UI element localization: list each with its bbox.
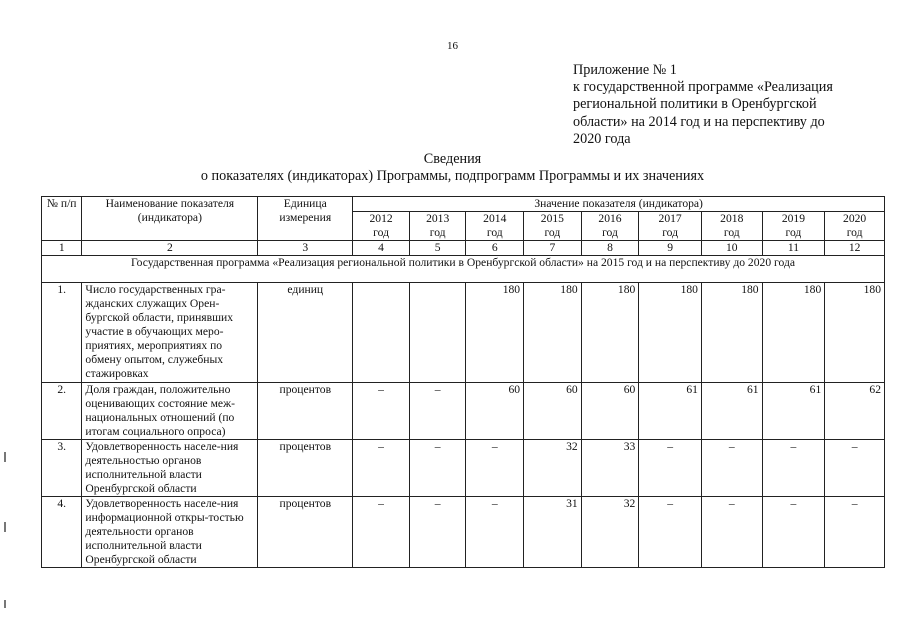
- indicator-value: –: [762, 497, 825, 568]
- year-header-cell: [524, 212, 582, 241]
- indicator-value: 180: [762, 283, 825, 383]
- document-subtitle: о показателях (индикаторах) Программы, подпрограмм Программы и их значениях: [200, 168, 705, 184]
- indicator-unit: единиц: [258, 283, 353, 383]
- year-label: 2020: [843, 212, 867, 225]
- row-number: 2.: [42, 383, 82, 440]
- indicator-value: –: [466, 497, 524, 568]
- indicator-value: 61: [639, 383, 702, 440]
- row-number: 1.: [42, 283, 82, 383]
- indicator-value: 180: [701, 283, 762, 383]
- year-unit: год: [429, 226, 446, 239]
- year-unit: год: [785, 226, 802, 239]
- indicator-value: 60: [466, 383, 524, 440]
- year-label: 2017: [658, 212, 682, 225]
- page-number: 16: [447, 40, 458, 52]
- program-row: [42, 256, 885, 283]
- column-number-cell: 2: [82, 241, 258, 256]
- indicator-value: –: [762, 440, 825, 497]
- header-name: Наименование показателя (индикатора): [82, 197, 258, 241]
- year-header-cell: [581, 212, 639, 241]
- year-header-cell: [353, 212, 410, 241]
- year-header-cell: [762, 212, 825, 241]
- indicator-unit: процентов: [258, 440, 353, 497]
- year-label: 2012: [369, 212, 393, 225]
- scan-margin-mark: [4, 600, 6, 608]
- indicator-value: 180: [524, 283, 582, 383]
- indicator-name: Доля граждан, положительно оценивающих состояние меж-национальных отношений (по итогам социального опроса): [82, 383, 258, 440]
- year-label: 2018: [720, 212, 744, 225]
- program-title: Государственная программа «Реализация региональной политики в Оренбургской области» на 2015 год и на перспективу до 2020 года: [42, 256, 885, 283]
- indicator-value: –: [701, 440, 762, 497]
- annex-line: региональной политики в Оренбургской: [573, 96, 817, 113]
- year-unit: год: [486, 226, 503, 239]
- scan-margin-mark: [4, 452, 6, 462]
- year-header-cell: [409, 212, 466, 241]
- year-unit: год: [723, 226, 740, 239]
- year-unit: год: [544, 226, 561, 239]
- column-number-cell: 5: [409, 241, 466, 256]
- indicator-value: 61: [701, 383, 762, 440]
- indicator-value: 180: [466, 283, 524, 383]
- indicator-value: –: [353, 497, 410, 568]
- table-row: [42, 383, 885, 440]
- indicator-value: 60: [524, 383, 582, 440]
- year-label: 2013: [426, 212, 450, 225]
- indicator-value: 61: [762, 383, 825, 440]
- indicator-value: –: [353, 440, 410, 497]
- column-number-cell: 1: [42, 241, 82, 256]
- year-header-cell: [825, 212, 885, 241]
- column-number-cell: 3: [258, 241, 353, 256]
- column-number-cell: 4: [353, 241, 410, 256]
- year-unit: год: [662, 226, 679, 239]
- year-label: 2015: [540, 212, 564, 225]
- indicator-value: [409, 283, 466, 383]
- indicator-value: 32: [581, 497, 639, 568]
- column-number-cell: 9: [639, 241, 702, 256]
- table-row: [42, 283, 885, 383]
- year-header-cell: [639, 212, 702, 241]
- column-number-cell: 6: [466, 241, 524, 256]
- indicator-value: 60: [581, 383, 639, 440]
- indicator-value: 62: [825, 383, 885, 440]
- column-number-cell: 12: [825, 241, 885, 256]
- indicator-value: –: [353, 383, 410, 440]
- column-number-cell: 7: [524, 241, 582, 256]
- year-label: 2016: [598, 212, 622, 225]
- year-unit: год: [846, 226, 863, 239]
- year-header-cell: [466, 212, 524, 241]
- year-label: 2019: [781, 212, 806, 225]
- indicator-value: –: [701, 497, 762, 568]
- indicator-name: Удовлетворенность населе-ния деятельностью органов исполнительной власти Оренбургской области: [82, 440, 258, 497]
- header-values: Значение показателя (индикатора): [353, 197, 885, 212]
- indicator-value: 33: [581, 440, 639, 497]
- annex-line: Приложение № 1: [573, 62, 677, 78]
- indicator-value: 180: [639, 283, 702, 383]
- row-number: 3.: [42, 440, 82, 497]
- indicator-unit: процентов: [258, 383, 353, 440]
- column-number-cell: 11: [762, 241, 825, 256]
- indicator-value: 31: [524, 497, 582, 568]
- indicator-value: –: [825, 497, 885, 568]
- table-row: [42, 497, 885, 568]
- indicator-value: 180: [825, 283, 885, 383]
- annex-block: [573, 62, 873, 148]
- table-row: [42, 440, 885, 497]
- indicator-value: 32: [524, 440, 582, 497]
- year-unit: год: [373, 226, 389, 239]
- column-number-cell: 8: [581, 241, 639, 256]
- indicator-value: –: [409, 440, 466, 497]
- year-unit: год: [602, 226, 618, 239]
- table-header-row: [42, 197, 885, 212]
- indicator-value: –: [409, 383, 466, 440]
- column-number-cell: 10: [701, 241, 762, 256]
- header-unit: Единица измерения: [258, 197, 353, 241]
- annex-line: области» на 2014 год и на перспективу до: [573, 113, 825, 130]
- year-header-cell: [701, 212, 762, 241]
- indicator-value: [353, 283, 410, 383]
- indicator-value: –: [409, 497, 466, 568]
- indicator-value: 180: [581, 283, 639, 383]
- column-number-row: [42, 241, 885, 256]
- year-label: 2014: [483, 212, 507, 225]
- indicator-value: –: [466, 440, 524, 497]
- annex-line: к государственной программе «Реализация: [573, 79, 833, 96]
- indicator-name: Удовлетворенность населе-ния информационной откры-тостью деятельности органов исполнительной власти Оренбургской области: [82, 497, 258, 568]
- indicator-unit: процентов: [258, 497, 353, 568]
- document-title: Сведения: [423, 151, 482, 167]
- indicators-table: [41, 196, 885, 568]
- indicator-name: Число государственных гра-жданских служащих Орен-бургской области, принявших участие в обучающих меро-приятиях, мероприятиях по обмену опытом, служебных стажировках: [82, 283, 258, 383]
- indicator-value: –: [825, 440, 885, 497]
- annex-line: 2020 года: [573, 130, 631, 147]
- scan-margin-mark: [4, 522, 6, 532]
- indicator-value: –: [639, 440, 702, 497]
- indicator-value: –: [639, 497, 702, 568]
- row-number: 4.: [42, 497, 82, 568]
- header-num: № п/п: [42, 197, 82, 241]
